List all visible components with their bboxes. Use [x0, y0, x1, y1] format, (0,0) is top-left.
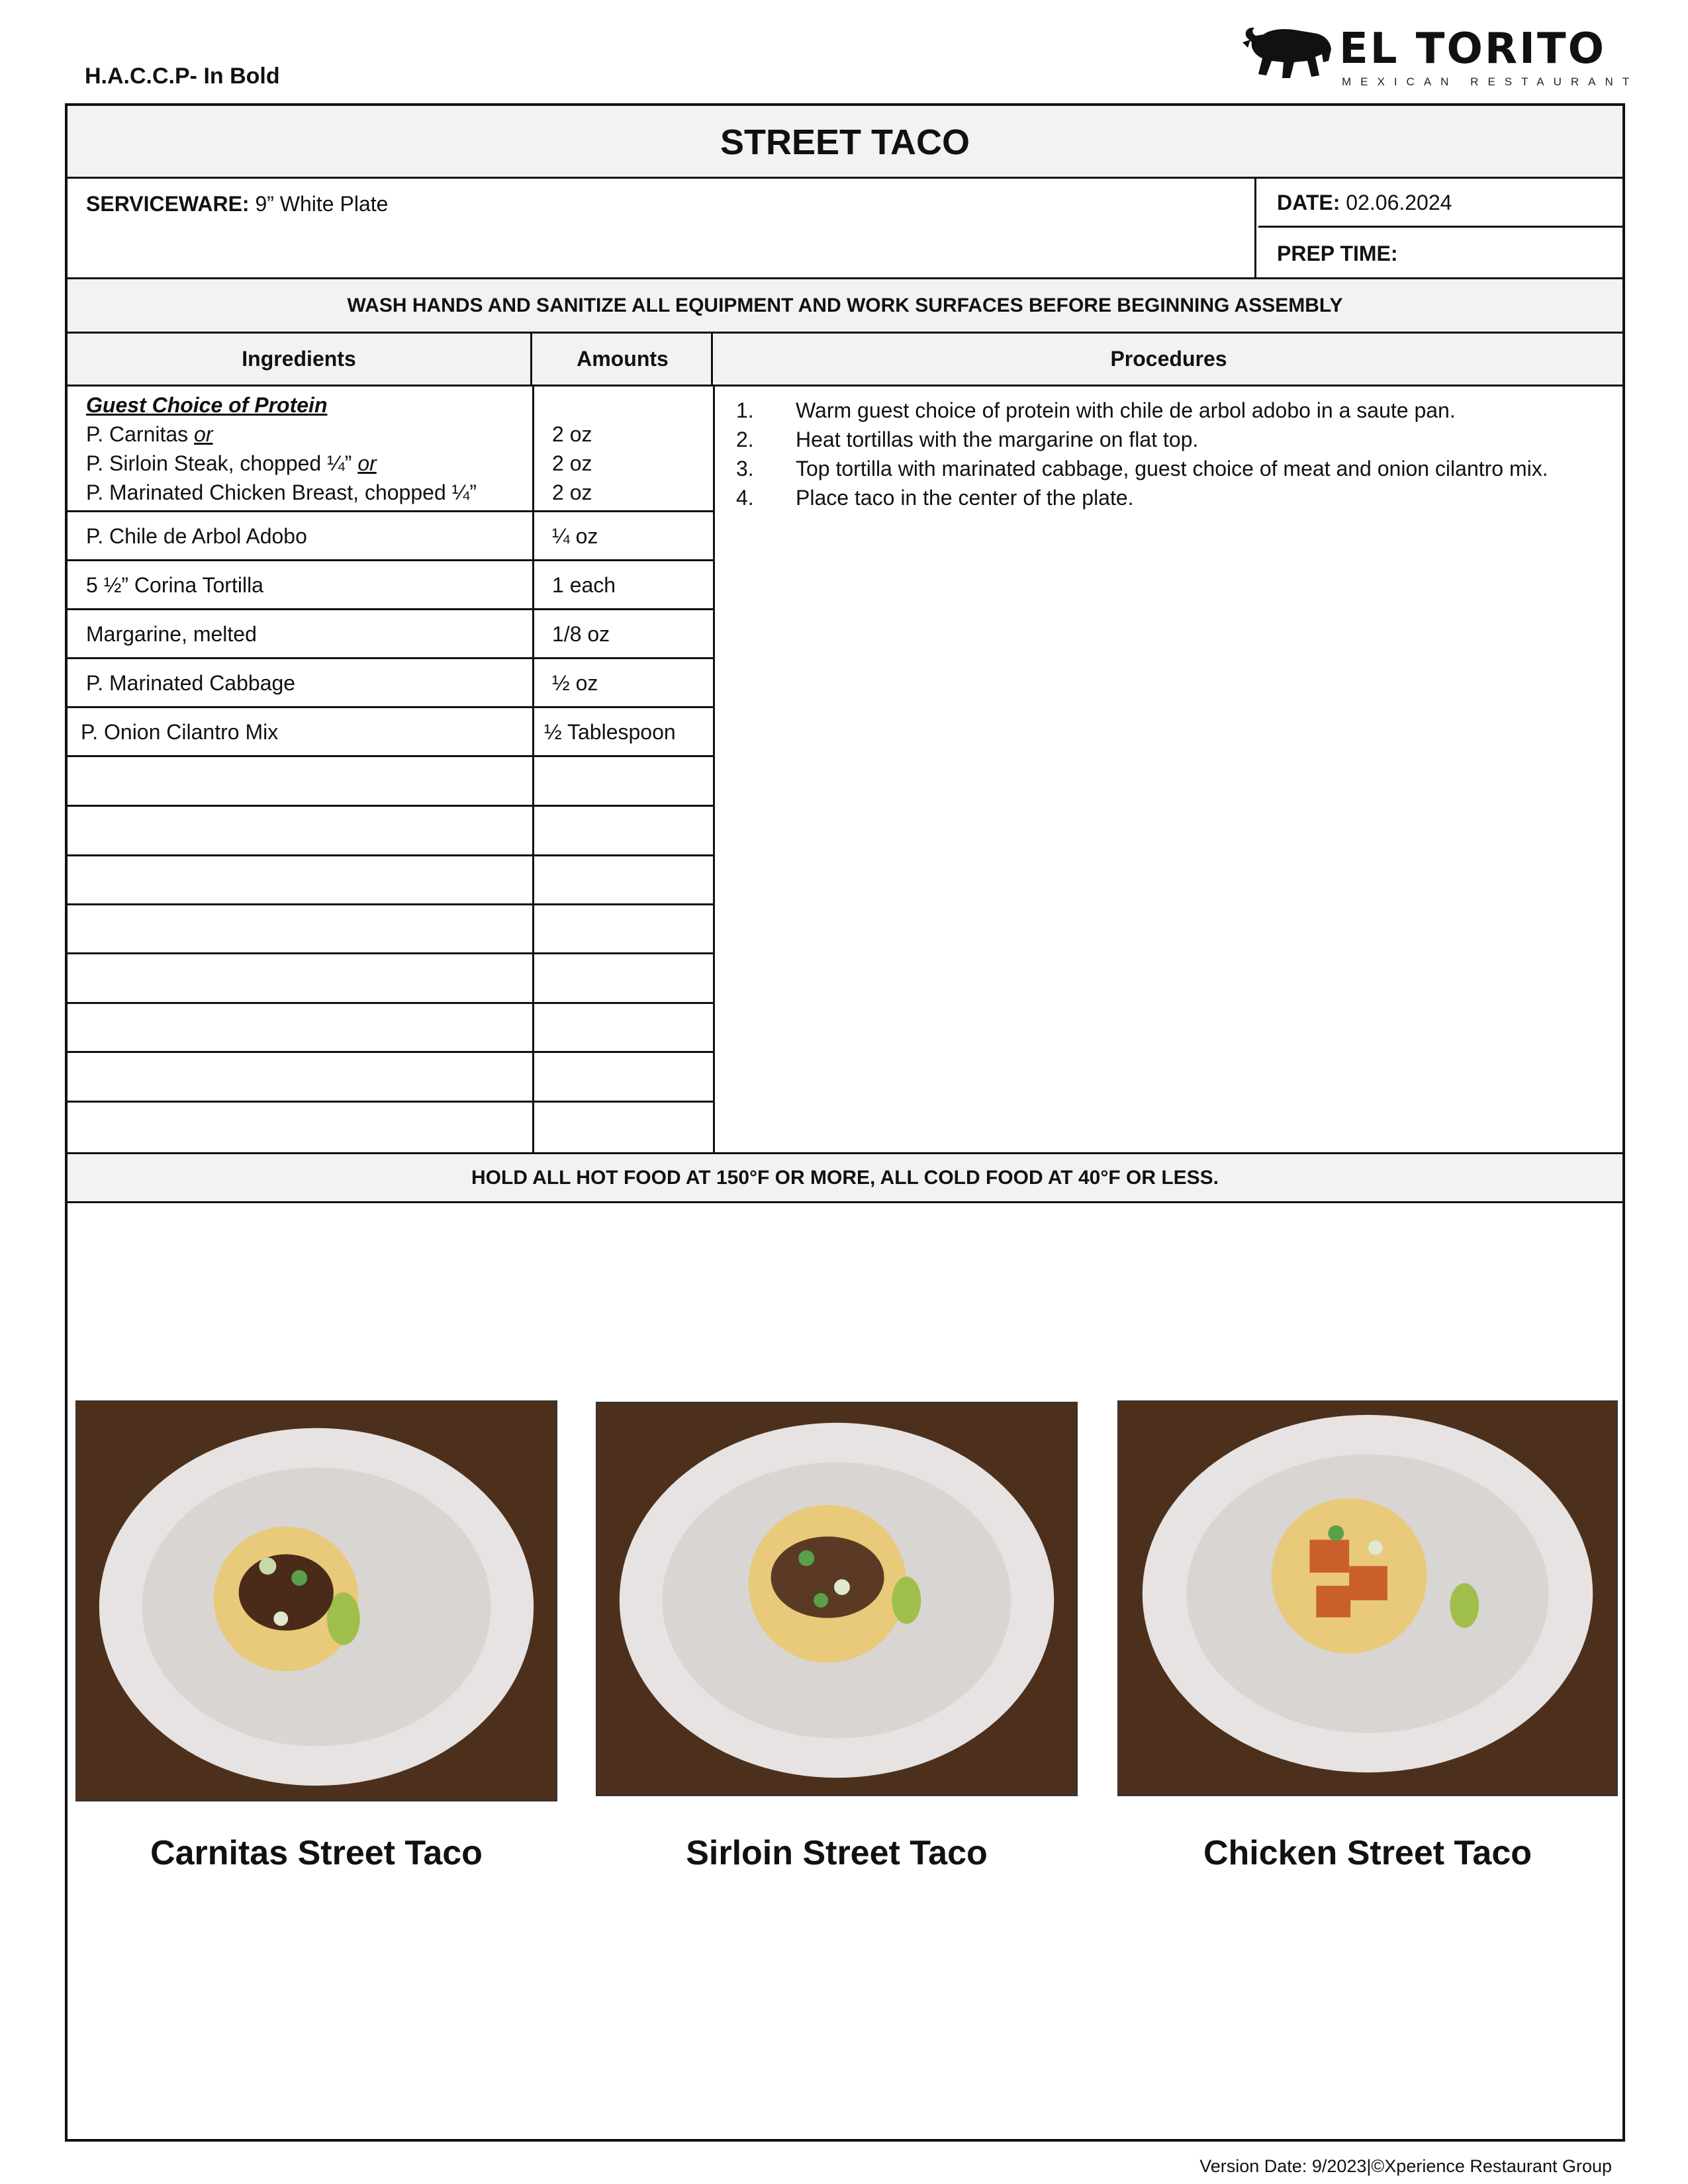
protein-amounts [552, 420, 711, 507]
prep-time-label: PREP TIME: [1277, 242, 1398, 265]
empty-row [68, 954, 713, 1004]
photo-caption: Chicken Street Taco [1203, 1834, 1532, 1872]
protein-item: P. Marinated Chicken Breast, chopped ¼” [86, 480, 477, 504]
procedure-step: 3. Top tortilla with marinated cabbage, guest choice of meat and onion cilantro mix. [736, 457, 1548, 480]
table-header [68, 334, 1622, 387]
protein-row [68, 387, 713, 512]
ingredient-row [68, 512, 713, 561]
empty-row [68, 757, 713, 807]
protein-heading: Guest Choice of Protein [86, 393, 328, 417]
ingredient-amount: ½ Tablespoon [544, 720, 676, 744]
ingredient-name: P. Onion Cilantro Mix [81, 720, 279, 744]
procedures-list [729, 396, 1610, 512]
amounts-header: Amounts [534, 334, 713, 385]
ingredient-row [68, 659, 713, 708]
protein-ingredients [86, 390, 530, 507]
date-cell [1258, 179, 1622, 228]
brand-name: EL TORITO [1339, 24, 1606, 73]
protein-amount: 2 oz [552, 480, 592, 504]
protein-item: P. Carnitas or [86, 422, 213, 446]
protein-amount: 2 oz [552, 451, 592, 475]
ingredient-name: P. Marinated Cabbage [86, 671, 296, 695]
wash-notice: WASH HANDS AND SANITIZE ALL EQUIPMENT AND WORK SURFACES BEFORE BEGINNING ASSEMBLY [68, 279, 1622, 334]
empty-row [68, 1004, 713, 1053]
empty-row [68, 905, 713, 954]
empty-row [68, 807, 713, 856]
ingredient-amount: 1/8 oz [552, 622, 610, 646]
brand-logo [1241, 23, 1639, 88]
chicken-taco-photo [1117, 1400, 1618, 1796]
carnitas-taco-photo [75, 1400, 557, 1801]
photo-caption: Sirloin Street Taco [686, 1834, 988, 1872]
empty-row [68, 856, 713, 905]
ingredient-amount: ½ oz [552, 671, 598, 695]
serviceware-row [68, 179, 1622, 279]
ingredient-row [68, 561, 713, 610]
date-value: 02.06.2024 [1346, 191, 1452, 214]
hold-notice: HOLD ALL HOT FOOD AT 150°F OR MORE, ALL COLD FOOD AT 40°F OR LESS. [68, 1154, 1622, 1203]
column-divider [713, 387, 715, 1152]
taco-plate-icon [77, 1402, 556, 1800]
empty-row [68, 1053, 713, 1103]
version-footer: Version Date: 9/2023|©Xperience Restaurant Group [1199, 2156, 1612, 2176]
ingredient-name: Margarine, melted [86, 622, 257, 646]
brand-tagline: MEXICAN RESTAURANT [1342, 75, 1639, 88]
sirloin-taco-photo [596, 1402, 1078, 1796]
ingredient-row [68, 610, 713, 659]
protein-amount: 2 oz [552, 422, 592, 446]
ingredients-header: Ingredients [68, 334, 532, 385]
serviceware-cell [68, 179, 1256, 277]
ingredient-name: P. Chile de Arbol Adobo [86, 524, 307, 548]
serviceware-value: 9” White Plate [255, 192, 389, 216]
procedure-step: 2. Heat tortillas with the margarine on flat top. [736, 428, 1199, 451]
bull-icon [1241, 23, 1334, 81]
recipe-card [65, 103, 1625, 2142]
table-body [68, 387, 1622, 1154]
serviceware-label: SERVICEWARE: [86, 192, 250, 216]
date-label: DATE: [1277, 191, 1340, 214]
photo-caption: Carnitas Street Taco [150, 1834, 483, 1872]
ingredient-row [68, 708, 713, 757]
haccp-note: H.A.C.C.P- In Bold [85, 64, 280, 89]
recipe-title: STREET TACO [68, 106, 1622, 179]
procedures-header: Procedures [1110, 347, 1227, 371]
ingredient-amount: ¼ oz [552, 524, 598, 548]
procedure-step: 4. Place taco in the center of the plate. [736, 486, 1134, 510]
taco-plate-icon [597, 1403, 1076, 1795]
procedure-step: 1. Warm guest choice of protein with chile de arbol adobo in a saute pan. [736, 398, 1456, 422]
protein-item: P. Sirloin Steak, chopped ¼” or [86, 451, 377, 475]
ingredient-name: 5 ½” Corina Tortilla [86, 573, 263, 597]
taco-plate-icon [1119, 1402, 1617, 1795]
ingredient-amount: 1 each [552, 573, 616, 597]
